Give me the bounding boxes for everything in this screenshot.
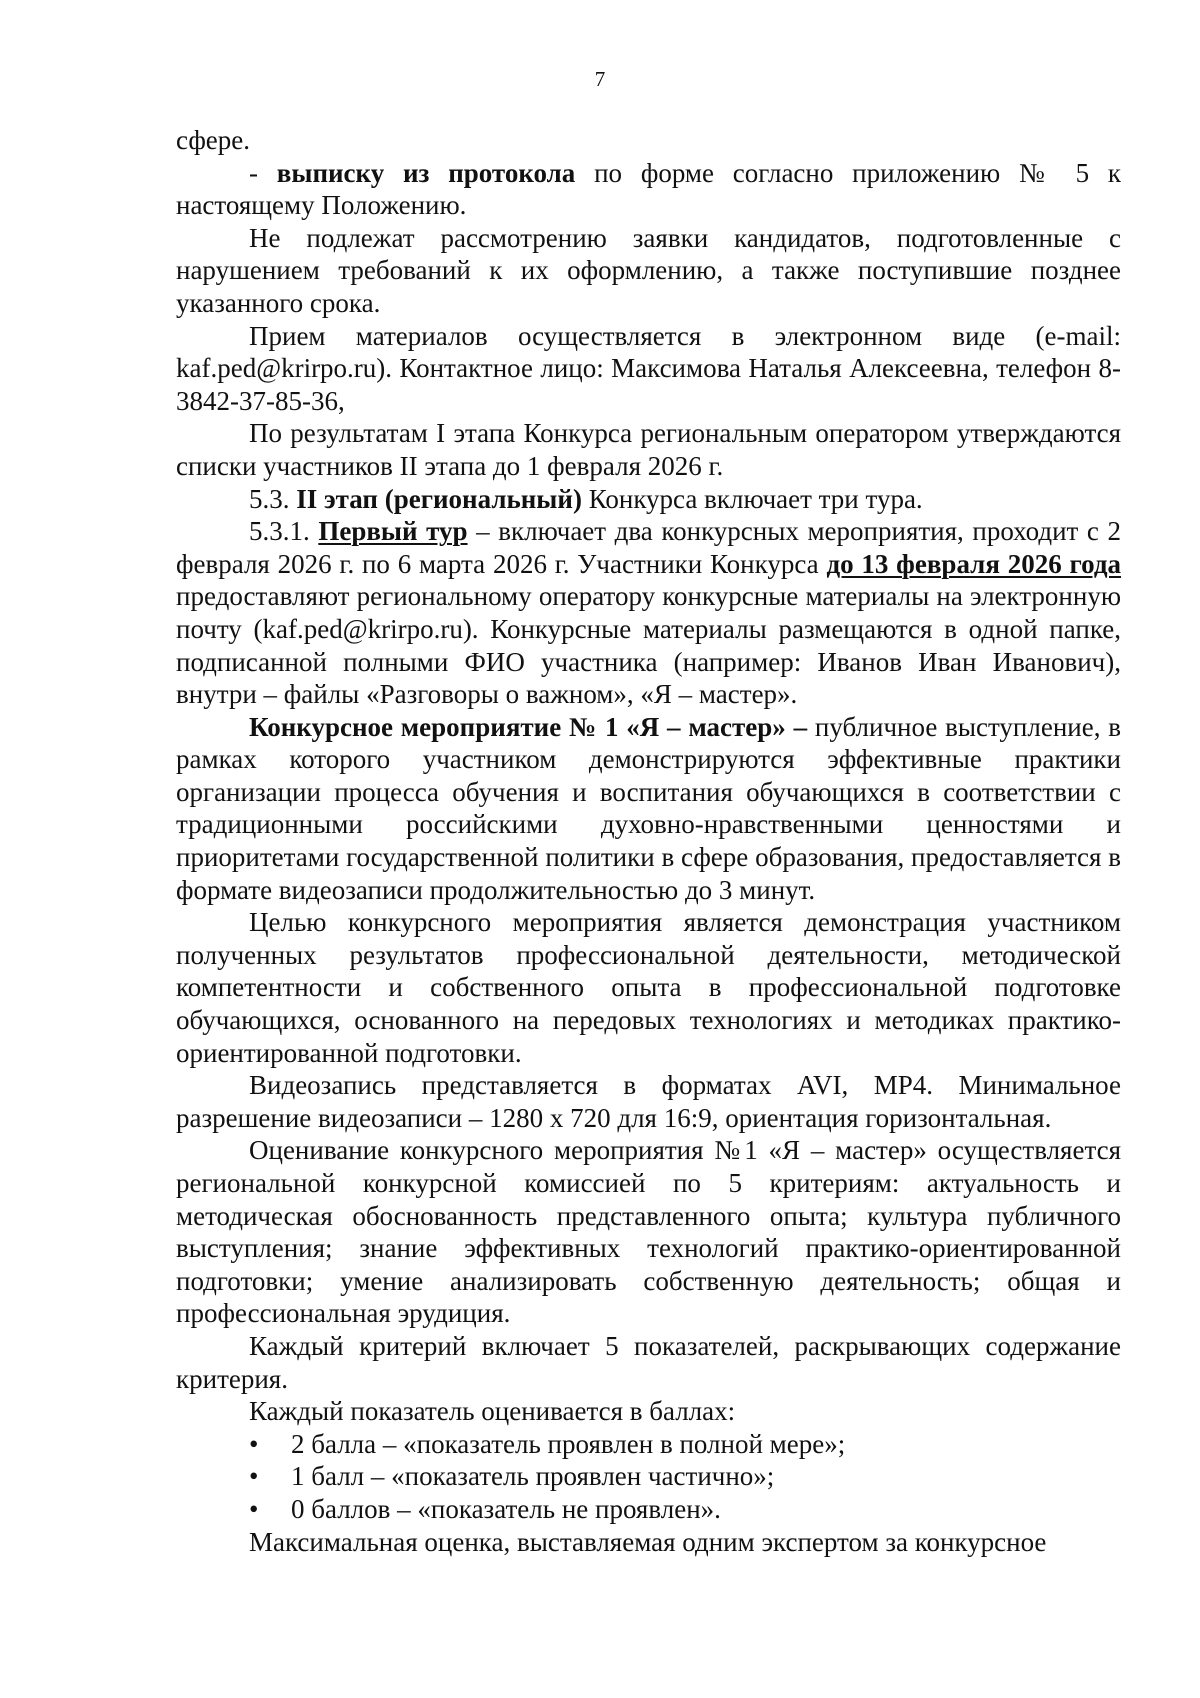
section-number: 5.3.	[249, 483, 297, 514]
list-item-text: 2 балла – «показатель проявлен в полной мере»;	[291, 1428, 846, 1459]
scoring-list	[176, 1428, 1121, 1526]
section-5-3-1	[176, 515, 1121, 711]
list-item	[176, 1460, 1121, 1493]
bullet-icon: •	[249, 1428, 259, 1459]
paragraph-event-1	[176, 711, 1121, 907]
paragraph-text: по форме согласно приложению № 5 к настоящему Положению.	[176, 157, 1121, 221]
paragraph-criterion-indicators: Каждый критерий включает 5 показателей, раскрывающих содержание критерия.	[176, 1330, 1121, 1394]
paragraph-continuation: сфере.	[176, 125, 251, 155]
document-body	[176, 124, 1121, 1558]
paragraph-text: публичное выступление, в рамках которого участником демонстрируются эффективные практики организации процесса обучения и воспитания обучающихся в соответствии с традиционными российскими духовно-нравственными ценностями и приоритетами государственной политики в сфере образования, предоставляется в формате видеозаписи продолжительностью до 3 минут.	[176, 711, 1121, 905]
paragraph-evaluation-criteria: Оценивание конкурсного мероприятия №1 «Я – мастер» осуществляется региональной конкурсной комиссией по 5 критериям: актуальность и методическая обоснованность представленного опыта; культура публичного выступления; знание эффективных технологий практико-ориентированной подготовки; умение анализировать собственную деятельность; общая и профессиональная эрудиция.	[176, 1135, 1121, 1329]
paragraph-materials-submission: Прием материалов осуществляется в электронном виде (e-mail: kaf.ped@krirpo.ru). Контактное лицо: Максимова Наталья Алексеевна, телефон 8-3842-37-85-36,	[176, 320, 1121, 416]
section-title: II этап (региональный)	[296, 483, 582, 514]
paragraph-video-format: Видеозапись представляется в форматах AVI, MP4. Минимальное разрешение видеозаписи – 1280 x 720 для 16:9, ориентация горизонтальная.	[176, 1070, 1121, 1133]
paragraph-text: – включает два конкурсных мероприятия, проходит с 2 февраля 2026 г. по 6 марта 2026 г. Участники Конкурса	[176, 516, 1121, 579]
section-5-3	[176, 483, 1121, 516]
paragraph-protocol-extract	[176, 157, 1121, 222]
list-dash: -	[249, 157, 277, 188]
list-item-text: 0 баллов – «показатель не проявлен».	[291, 1493, 721, 1524]
bullet-icon: •	[249, 1493, 259, 1524]
section-number: 5.3.1.	[249, 516, 319, 547]
list-item	[176, 1428, 1121, 1461]
list-item-text: 1 балл – «показатель проявлен частично»;	[291, 1461, 775, 1492]
bold-term: выписку из протокола	[276, 157, 576, 188]
paragraph-event-goal: Целью конкурсного мероприятия является демонстрация участником полученных результатов профессиональной деятельности, методической компетентности и собственного опыта в профессиональной подготовке обучающихся, основанного на передовых технологиях и методиках практико-ориентированной подготовки.	[176, 907, 1121, 1068]
first-round-title: Первый тур	[318, 516, 468, 547]
page-number: 7	[594, 67, 606, 91]
paragraph-max-score: Максимальная оценка, выставляемая одним экспертом за конкурсное	[249, 1526, 1047, 1557]
paragraph-stage-one-results: По результатам I этапа Конкурса региональным оператором утверждаются списки участников II этапа до 1 февраля 2026 г.	[176, 418, 1121, 481]
paragraph-rejection-rules: Не подлежат рассмотрению заявки кандидатов, подготовленные с нарушением требований к их оформлению, а также поступившие позднее указанного срока.	[176, 222, 1121, 318]
list-item	[176, 1493, 1121, 1526]
paragraph-text: Конкурса включает три тура.	[581, 483, 923, 514]
bullet-icon: •	[249, 1461, 259, 1492]
paragraph-text: предоставляют региональному оператору конкурсные материалы на электронную почту (kaf.ped@krirpo.ru). Конкурсные материалы размещаются в одной папке, подписанной полными ФИО участника (например: Иванов Иван Иванович), внутри – файлы «Разговоры о важном», «Я – мастер».	[176, 581, 1121, 710]
paragraph-scoring-intro: Каждый показатель оценивается в баллах:	[249, 1396, 736, 1427]
deadline-text: до 13 февраля 2026 года	[826, 548, 1121, 579]
event-1-title: Конкурсное мероприятие № 1 «Я – мастер» –	[249, 711, 808, 742]
